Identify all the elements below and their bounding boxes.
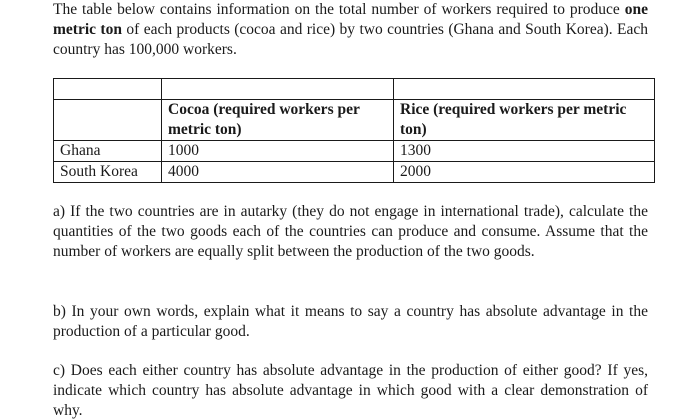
table-cell xyxy=(54,79,162,100)
workers-table xyxy=(53,78,655,183)
intro-paragraph xyxy=(53,0,648,60)
table-row xyxy=(54,162,655,183)
question-a: a) If the two countries are in autarky (they do not engage in international trade), calculate the quantities of the two goods each of the countries can produce and consume. Assume that the number of workers are equally split between the production of the two goods. xyxy=(53,203,648,260)
table-row xyxy=(54,141,655,162)
table-cell xyxy=(394,79,655,100)
cocoa-cell: 1000 xyxy=(162,141,394,162)
country-cell: Ghana xyxy=(54,141,162,162)
table-blank-row xyxy=(54,79,655,100)
cocoa-cell: 4000 xyxy=(162,162,394,183)
country-cell: South Korea xyxy=(54,162,162,183)
table-header-row xyxy=(54,100,655,141)
rice-cell: 1300 xyxy=(394,141,655,162)
table-header-empty xyxy=(54,100,162,141)
intro-text-end: of each products (cocoa and rice) by two countries (Ghana and South Korea). Each country has 100,000 workers. xyxy=(53,21,648,58)
question-b: b) In your own words, explain what it means to say a country has absolute advantage in the production of a particular good. xyxy=(53,303,648,340)
table-header-cocoa: Cocoa (required workers per metric ton) xyxy=(162,100,394,141)
intro-text-start: The table below contains information on the total number of workers required to produce xyxy=(53,1,625,18)
table-header-rice: Rice (required workers per metric ton) xyxy=(394,100,655,141)
rice-cell: 2000 xyxy=(394,162,655,183)
question-c: c) Does each either country has absolute advantage in the production of either good? If yes, indicate which country has absolute advantage in which good with a clear demonstration of why. xyxy=(53,362,648,419)
table-cell xyxy=(162,79,394,100)
intro-bold-phrase: one metric ton xyxy=(53,1,648,38)
